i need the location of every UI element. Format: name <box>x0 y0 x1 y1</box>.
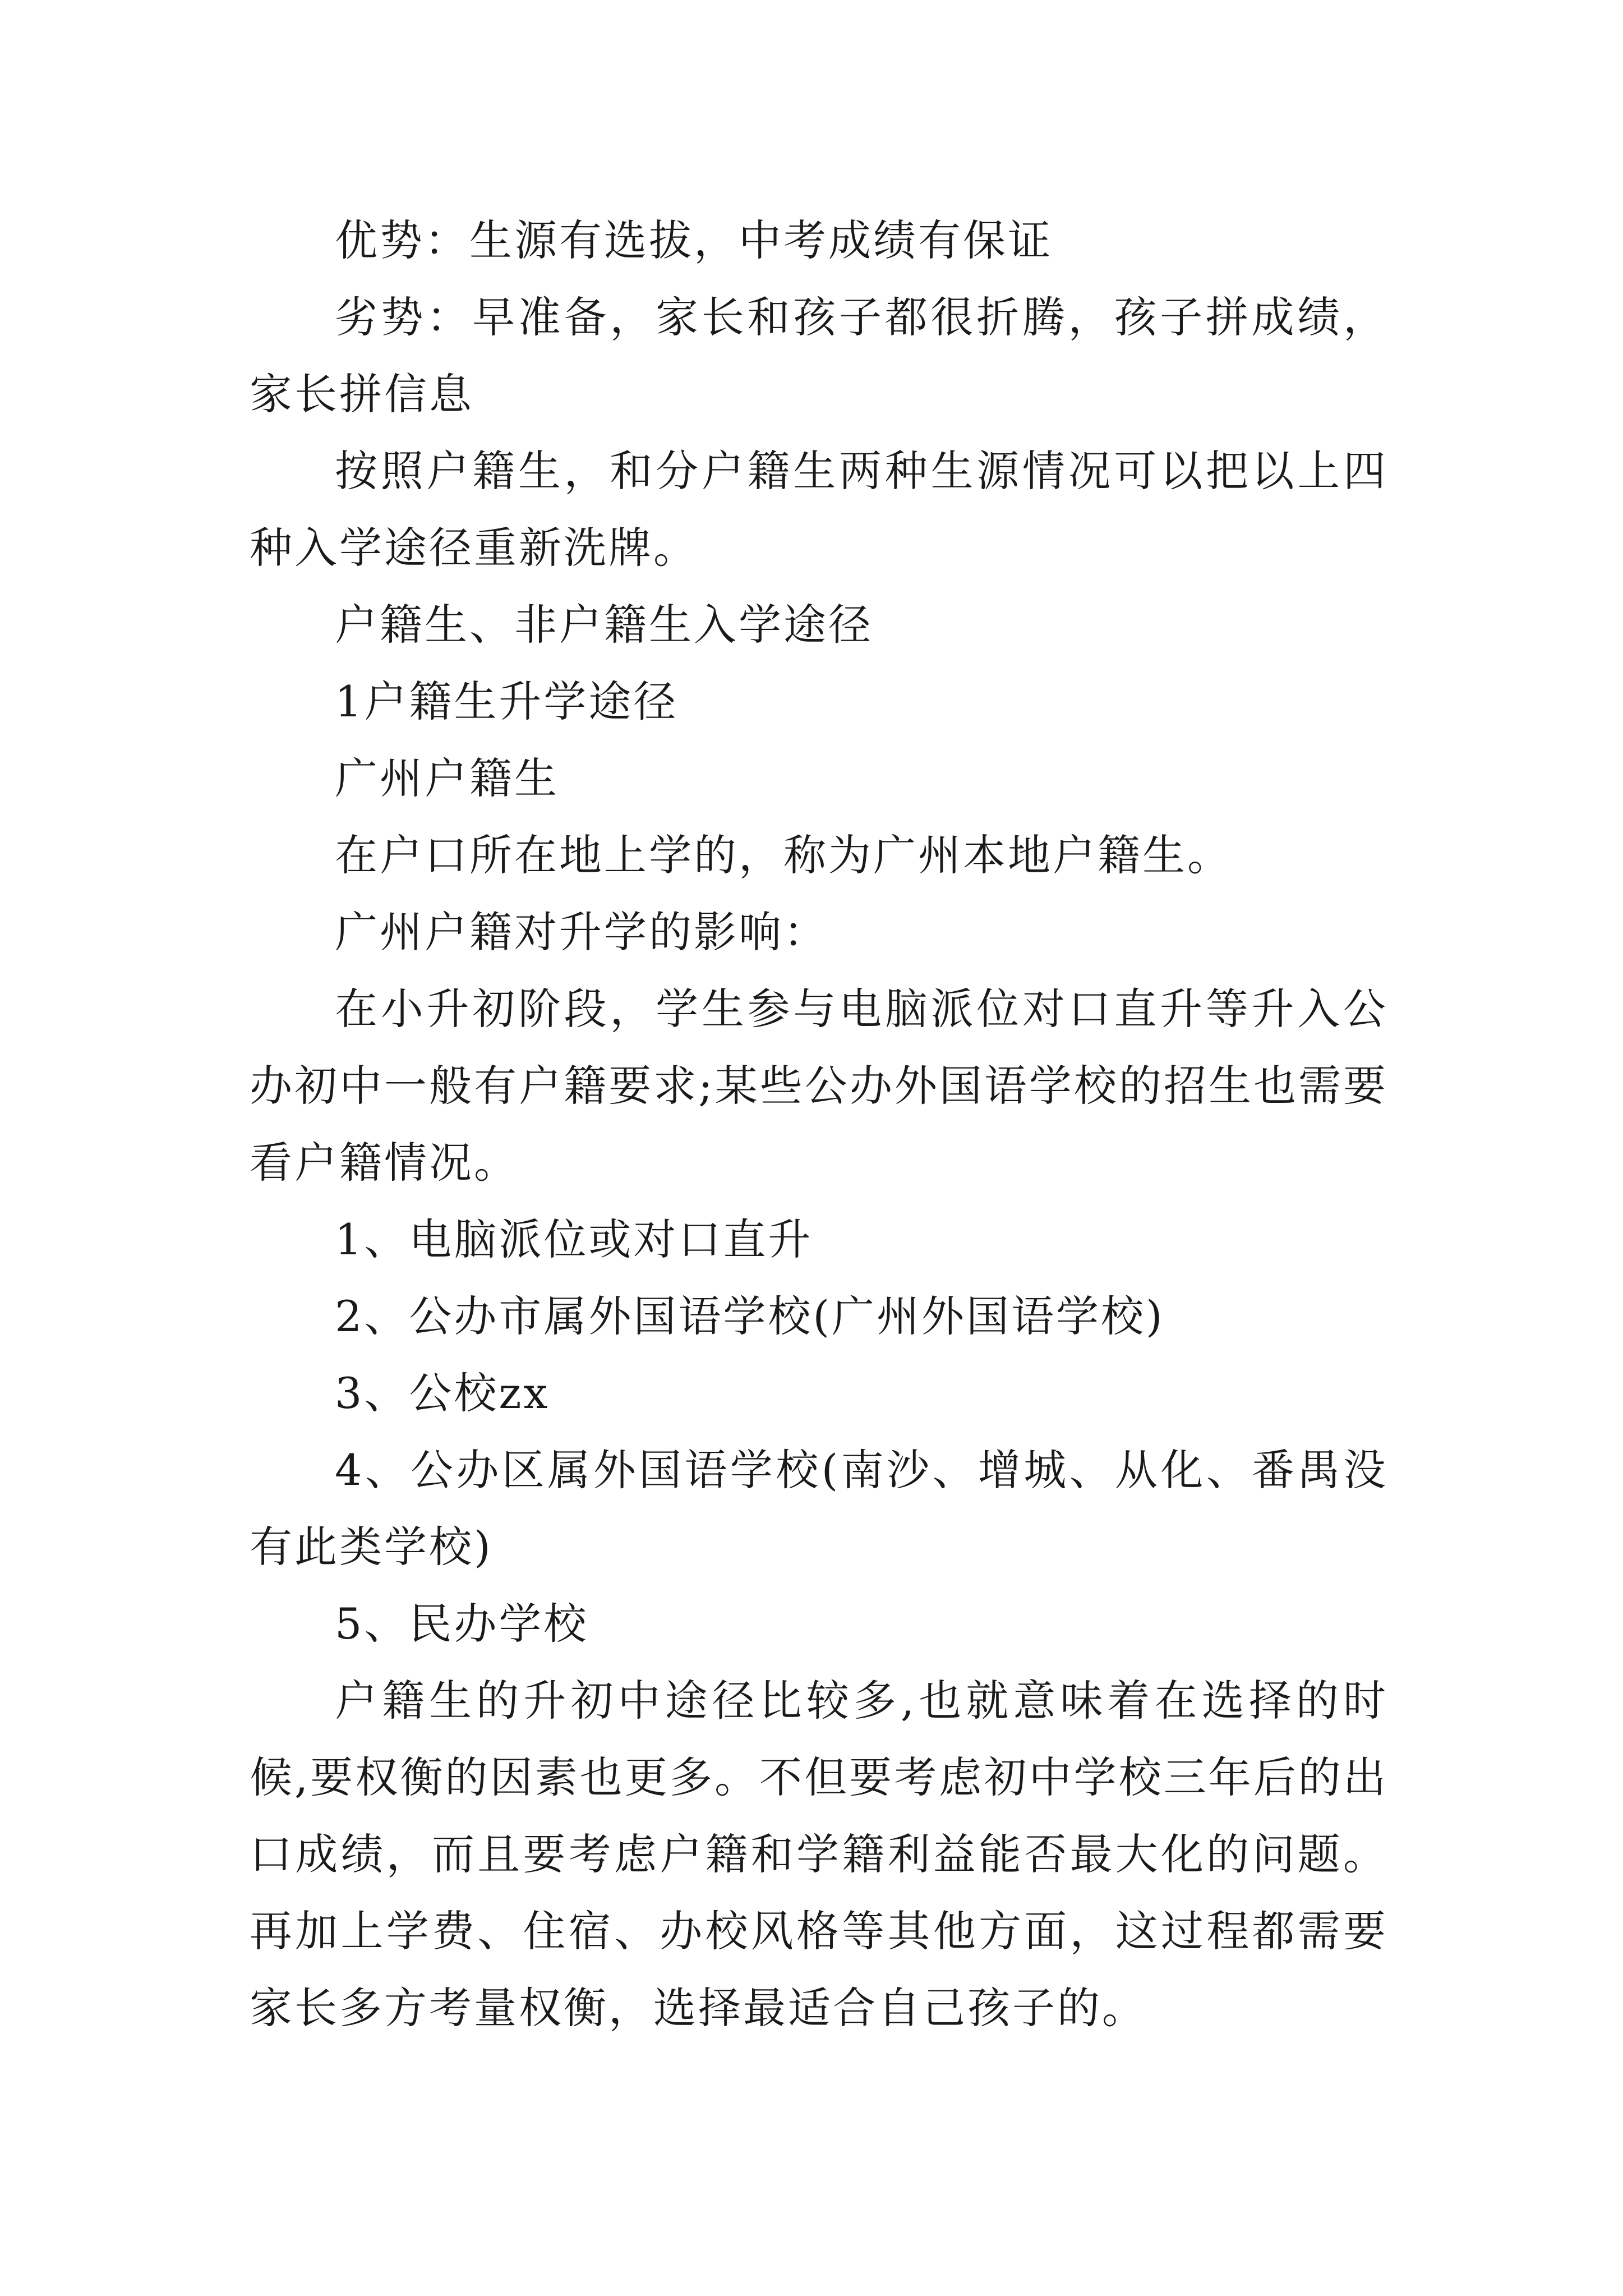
list-item-3: 3、公校zx <box>335 1368 550 1418</box>
paragraph-impact-heading: 广州户籍对升学的影响： <box>335 907 828 957</box>
paragraph-heading-routes: 户籍生、非户籍生入学途径 <box>335 600 873 650</box>
list-item-2: 2、公办市属外国语学校(广州外国语学校) <box>335 1291 1165 1341</box>
list-item-5: 5、民办学校 <box>335 1599 589 1649</box>
paragraph-definition: 在户口所在地上学的，称为广州本地户籍生。 <box>335 830 1232 880</box>
paragraph-heading-local: 1户籍生升学途径 <box>335 677 679 726</box>
paragraph-impact-detail: 在小升初阶段，学生参与电脑派位对口直升等升入公办初中一般有户籍要求;某些公办外国语学校的招生也需要看户籍情况。 <box>250 984 1388 1188</box>
paragraph-disadvantage: 劣势：早准备，家长和孩子都很折腾，孩子拼成绩，家长拼信息 <box>250 292 1388 419</box>
paragraph-advantage: 优势：生源有选拔，中考成绩有保证 <box>335 215 1053 265</box>
paragraph-reshuffle: 按照户籍生，和分户籍生两种生源情况可以把以上四种入学途径重新洗牌。 <box>250 446 1388 573</box>
list-item-4: 4、公办区属外国语学校(南沙、增城、从化、番禺没有此类学校) <box>250 1445 1388 1572</box>
list-item-1: 1、电脑派位或对口直升 <box>335 1214 813 1264</box>
paragraph-conclusion: 户籍生的升初中途径比较多,也就意味着在选择的时候,要权衡的因素也更多。不但要考虑初中学校三年后的出口成绩，而且要考虑户籍和学籍利益能否最大化的问题。再加上学费、住宿、办校风格等其他方面，这过程都需要家长多方考量权衡，选择最适合自己孩子的。 <box>250 1676 1388 2033</box>
paragraph-guangzhou-local: 广州户籍生 <box>335 753 559 803</box>
document-body <box>250 202 1388 2046</box>
